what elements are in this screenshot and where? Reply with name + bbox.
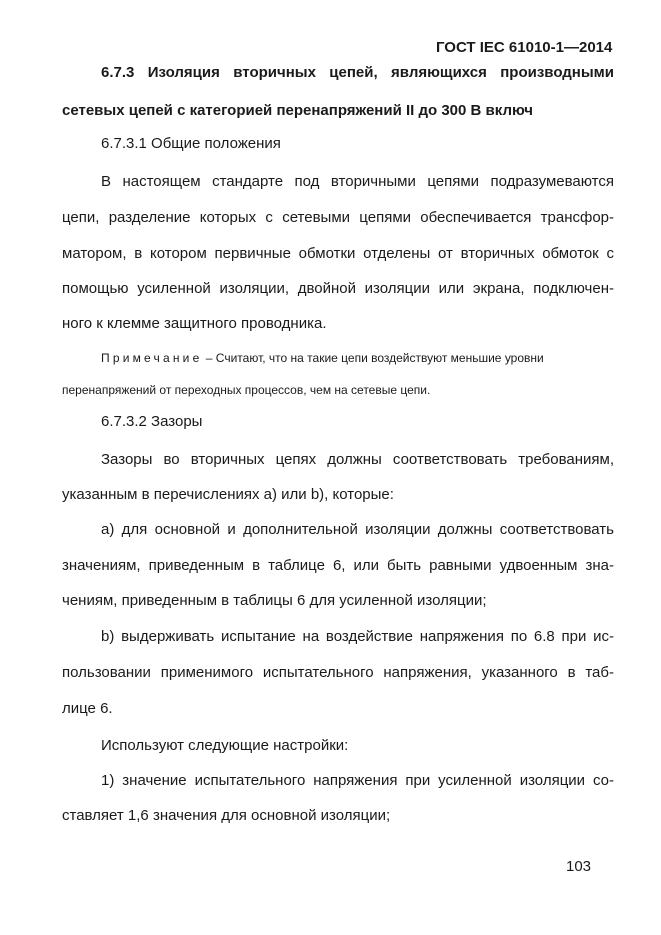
page-number: 103 xyxy=(566,858,592,875)
list-item-b-line: b) выдерживать испытание на воздействие напряжения по 6.8 при ис- xyxy=(101,628,614,645)
list-item-a-line: чениям, приведенным в таблицы 6 для усиленной изоляции; xyxy=(62,592,487,609)
paragraph-line: помощью усиленной изоляции, двойной изоляции или экрана, подключен- xyxy=(62,280,614,297)
list-item-1-line: 1) значение испытательного напряжения при усиленной изоляции со- xyxy=(101,772,614,789)
note-text: – Считают, что на такие цепи воздействуют меньшие уровни xyxy=(202,351,544,365)
list-item-b-line: пользовании применимого испытательного напряжения, указанного в таб- xyxy=(62,664,614,681)
document-code-header: ГОСТ IEC 61010-1—2014 xyxy=(436,39,613,56)
list-item-b-line: лице 6. xyxy=(62,700,113,717)
paragraph-line: Зазоры во вторичных цепях должны соответствовать требованиям, xyxy=(101,451,614,468)
section-heading-line-2: сетевых цепей с категорией перенапряжений II до 300 В включ xyxy=(62,102,533,119)
subsection-title-clearances: 6.7.3.2 Зазоры xyxy=(101,413,203,430)
subsection-title-general: 6.7.3.1 Общие положения xyxy=(101,135,281,152)
settings-intro: Используют следующие настройки: xyxy=(101,737,349,754)
list-item-a-line: значениям, приведенным в таблице 6, или быть равными удвоенным зна- xyxy=(62,557,614,574)
list-item-1-line: ставляет 1,6 значения для основной изоляции; xyxy=(62,807,391,824)
paragraph-line: ного к клемме защитного проводника. xyxy=(62,315,327,332)
paragraph-line: цепи, разделение которых с сетевыми цепями обеспечивается трансфор- xyxy=(62,209,614,226)
note-line-2: перенапряжений от переходных процессов, чем на сетевые цепи. xyxy=(62,383,431,397)
paragraph-line: указанным в перечислениях a) или b), которые: xyxy=(62,486,394,503)
paragraph-line: матором, в котором первичные обмотки отделены от вторичных обмоток с xyxy=(62,245,614,262)
section-heading-line-1: 6.7.3 Изоляция вторичных цепей, являющихся производными xyxy=(101,64,614,81)
list-item-a-line: a) для основной и дополнительной изоляции должны соответствовать xyxy=(101,521,614,538)
note-line-1 xyxy=(101,351,614,366)
paragraph-line: В настоящем стандарте под вторичными цепями подразумеваются xyxy=(101,173,614,190)
note-label: Примечание xyxy=(101,351,203,365)
